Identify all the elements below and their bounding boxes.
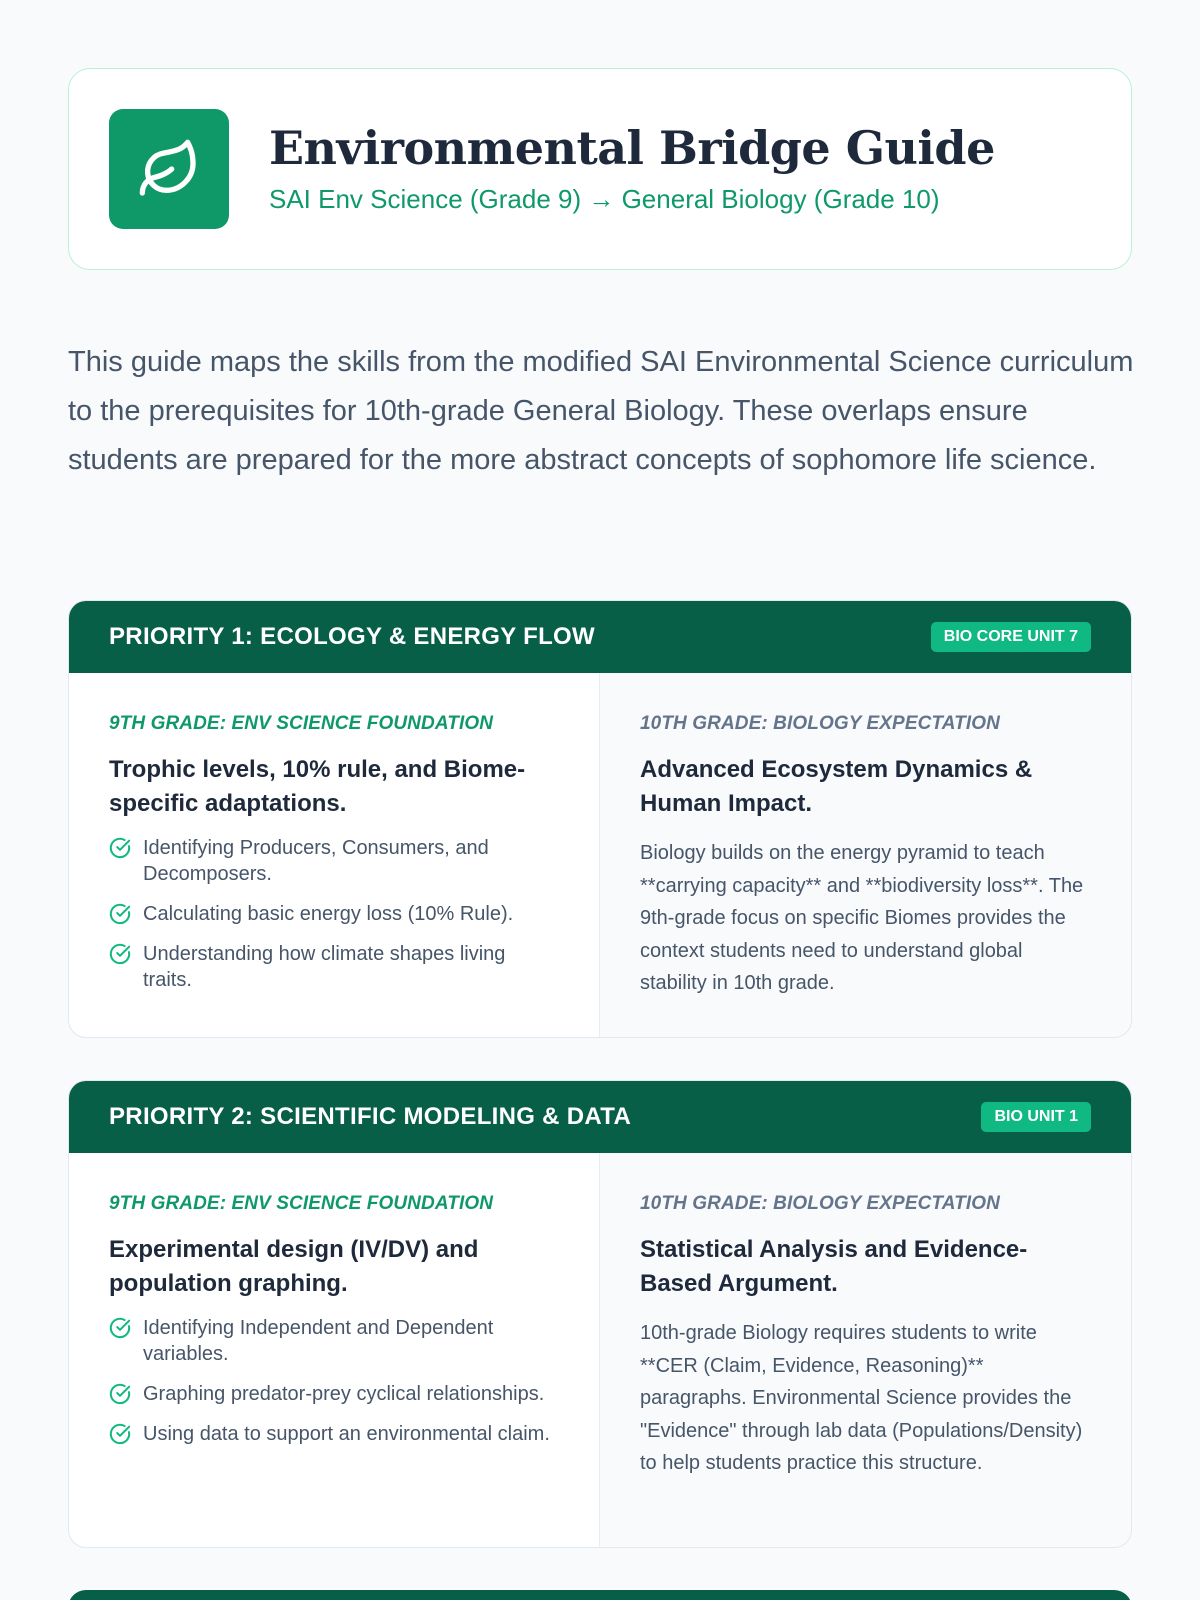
check-circle-icon xyxy=(109,1317,131,1339)
list-item xyxy=(109,1315,559,1367)
biology-column xyxy=(600,673,1131,1037)
list-item xyxy=(109,835,559,887)
unit-badge: BIO UNIT 1 xyxy=(981,1102,1091,1132)
column-heading: Advanced Ecosystem Dynamics & Human Impact. xyxy=(640,756,1033,817)
column-label: 9TH GRADE: ENV SCIENCE FOUNDATION xyxy=(109,713,494,734)
priority-header xyxy=(69,1081,1131,1153)
priority-card-2 xyxy=(68,1080,1132,1548)
column-heading: Statistical Analysis and Evidence-Based Argument. xyxy=(640,1236,1028,1297)
list-item xyxy=(109,1421,559,1447)
list-item-text: Understanding how climate shapes living traits. xyxy=(143,943,506,991)
check-circle-icon xyxy=(109,1383,131,1405)
page-subtitle: SAI Env Science (Grade 9) → General Biology (Grade 10) xyxy=(269,183,940,214)
biology-column xyxy=(600,1153,1131,1547)
priority-title: PRIORITY 1: ECOLOGY & ENERGY FLOW xyxy=(109,623,595,650)
check-circle-icon xyxy=(109,943,131,965)
logo xyxy=(109,109,229,229)
list-item-text: Using data to support an environmental claim. xyxy=(143,1423,550,1445)
column-label: 10TH GRADE: BIOLOGY EXPECTATION xyxy=(640,1193,1000,1214)
column-label: 9TH GRADE: ENV SCIENCE FOUNDATION xyxy=(109,1193,494,1214)
unit-badge: BIO CORE UNIT 7 xyxy=(931,622,1091,652)
column-heading: Experimental design (IV/DV) and population graphing. xyxy=(109,1236,479,1297)
skill-list xyxy=(109,1315,559,1447)
check-circle-icon xyxy=(109,1423,131,1445)
list-item xyxy=(109,941,559,993)
env-science-column xyxy=(69,1153,600,1547)
list-item-text: Identifying Independent and Dependent variables. xyxy=(143,1317,494,1365)
column-description: 10th-grade Biology requires students to write **CER (Claim, Evidence, Reasoning)** paragraphs. Environmental Science provides the "Evidence" through lab data (Populations/Density) to help students practice this structure. xyxy=(640,1322,1083,1474)
priority-title: PRIORITY 2: SCIENTIFIC MODELING & DATA xyxy=(109,1103,632,1130)
list-item xyxy=(109,1381,559,1407)
list-item-text: Identifying Producers, Consumers, and Decomposers. xyxy=(143,837,489,885)
check-circle-icon xyxy=(109,837,131,859)
column-description: Biology builds on the energy pyramid to teach **carrying capacity** and **biodiversity loss**. The 9th-grade focus on specific Biomes provides the context students need to understand global stability in 10th grade. xyxy=(640,842,1084,994)
column-label: 10TH GRADE: BIOLOGY EXPECTATION xyxy=(640,713,1000,734)
page-title: Environmental Bridge Guide xyxy=(269,121,995,176)
priority-card-3-edge xyxy=(68,1590,1132,1600)
header-card xyxy=(68,68,1132,270)
skill-list xyxy=(109,835,559,993)
priority-header xyxy=(69,601,1131,673)
list-item xyxy=(109,901,559,927)
env-science-column xyxy=(69,673,600,1037)
leaf-icon xyxy=(137,137,201,201)
column-heading: Trophic levels, 10% rule, and Biome-specific adaptations. xyxy=(109,756,526,817)
priority-card-1 xyxy=(68,600,1132,1038)
intro-paragraph: This guide maps the skills from the modified SAI Environmental Science curriculum to the prerequisites for 10th-grade General Biology. These overlaps ensure students are prepared for the more abstract concepts of sophomore life science. xyxy=(68,346,1134,476)
check-circle-icon xyxy=(109,903,131,925)
list-item-text: Calculating basic energy loss (10% Rule). xyxy=(143,903,514,925)
list-item-text: Graphing predator-prey cyclical relationships. xyxy=(143,1383,545,1405)
